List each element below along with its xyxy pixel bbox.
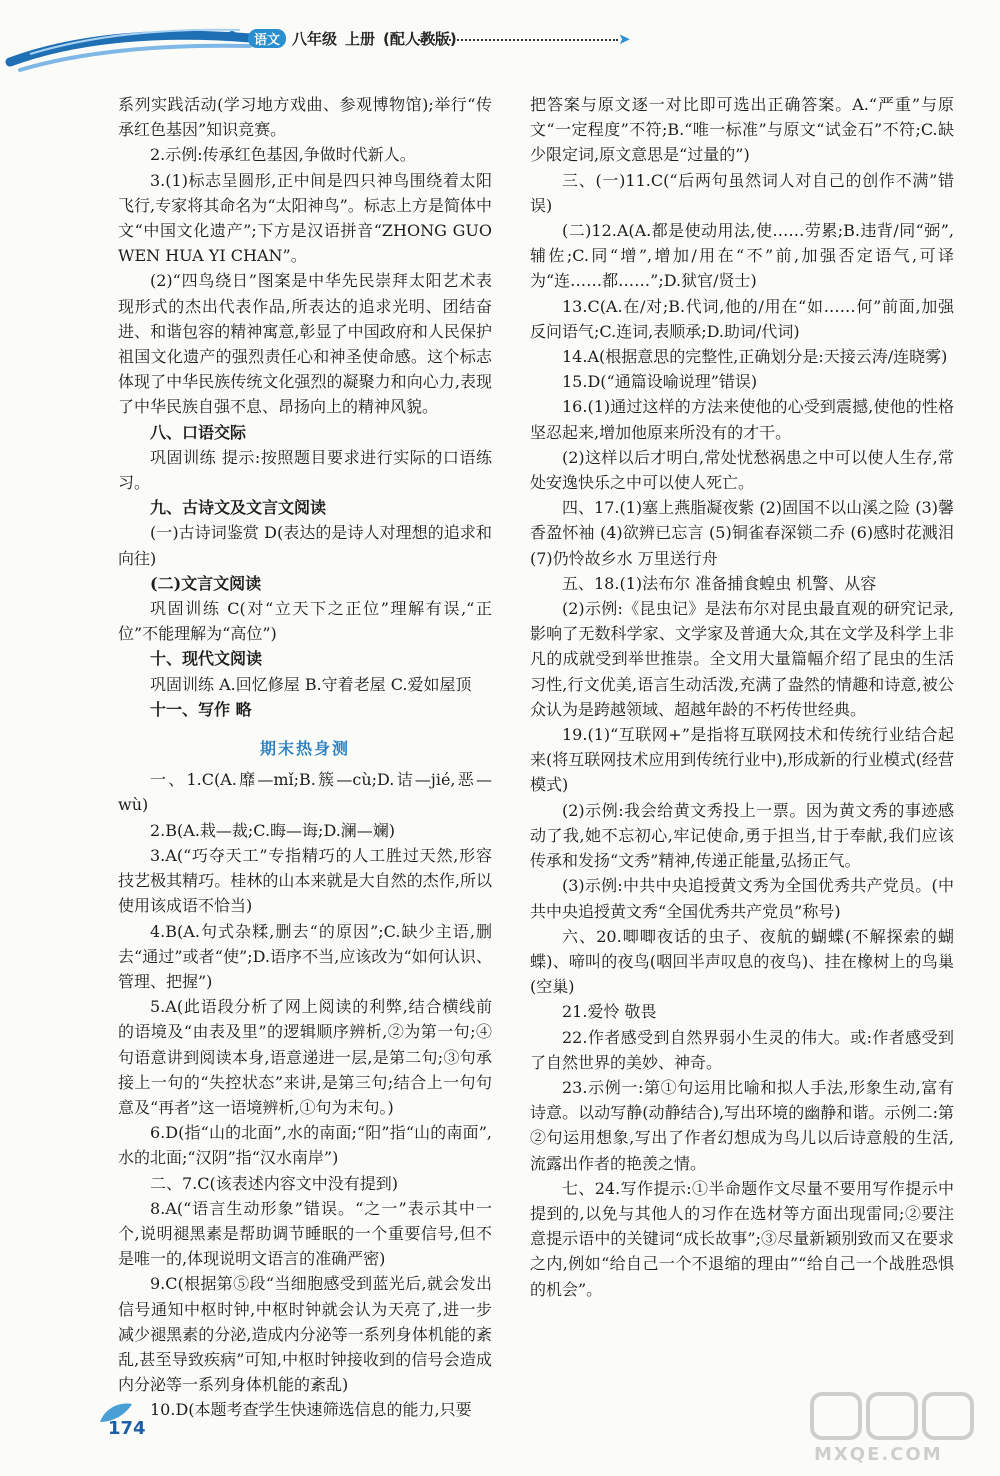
answer-paragraph: (2)示例:《昆虫记》是法布尔对昆虫最直观的研究记录,影响了无数科学家、文学家及普通大众,其在文学及科学上非凡的成就受到举世推崇。全文用大量篇幅介绍了昆虫的生活习性,行文优美,语言生动活泼,充满了盎然的情趣和诗意,被公众认为是跨越领域、超越年龄的不朽传世经典。 [530, 599, 954, 719]
answer-paragraph: 4.B(A.句式杂糅,删去“的原因”;C.缺少主语,删去“通过”或者“使”;D.语序不当,应该改为“如何认识、管理、把握”) [118, 921, 492, 991]
header-swoosh-decoration [0, 0, 260, 90]
answer-paragraph: 一、1.C(A.靡—mǐ;B.簇—cù;D.诘—jié,恶—wù) [118, 770, 492, 815]
answer-paragraph: 七、24.写作提示:①半命题作文尽量不要用写作提示中提到的,以免与其他人的习作在选材等方面出现雷同;②要注意提示语中的关键词“成长故事”;③尽量新颖别致而又在要求之内,例如“给自己一个不退缩的理由”“给自己一个战胜恐惧的机会”。 [530, 1178, 954, 1299]
answer-paragraph: (2)示例:我会给黄文秀投上一票。因为黄文秀的事迹感动了我,她不忘初心,牢记使命,勇于担当,甘于奉献,我们应该传承和发扬“文秀”精神,传递正能量,弘扬正气。 [530, 800, 954, 871]
page-number: 174 [108, 1418, 146, 1439]
answer-paragraph: 巩固训练 提示:按照题目要求进行实际的口语练习。 [118, 447, 492, 493]
header-arrow-icon: ➤ [618, 30, 631, 48]
left-column [118, 92, 492, 1423]
answer-paragraph: 系列实践活动(学习地方戏曲、参观博物馆);举行“传承红色基因”知识竞赛。 [118, 95, 492, 140]
answer-paragraph: 二、7.C(该表述内容文中没有提到) [150, 1173, 398, 1193]
watermark-text: MXQE.COM [814, 1444, 943, 1465]
answer-paragraph: 15.D(“通篇设喻说理”错误) [562, 372, 758, 392]
edition-label: (配人教版) [383, 30, 457, 48]
section-heading: 九、古诗文及文言文阅读 [150, 498, 327, 518]
volume-label: 上册 [345, 30, 376, 48]
answer-paragraph: 16.(1)通过这样的方法来使他的心受到震撼,使他的性格坚忍起来,增加他原来所没有的才干。 [530, 397, 954, 442]
section-heading: 十、现代文阅读 [150, 649, 263, 669]
page-header [0, 0, 1000, 90]
answer-paragraph: 21.爱怜 敬畏 [562, 1002, 657, 1022]
answer-paragraph: 3.A(“巧夺天工”专指精巧的人工胜过天然,形容技艺极其精巧。桂林的山本来就是大自然的杰作,所以使用该成语不恰当) [118, 845, 492, 916]
right-column [530, 92, 954, 1302]
answer-paragraph: 五、18.(1)法布尔 准备捕食蝗虫 机警、从容 [562, 573, 877, 593]
answer-paragraph: (3)示例:中共中央追授黄文秀为全国优秀共产党员。(中共中央追授黄文秀“全国优秀共产党员”称号) [530, 876, 954, 921]
answer-paragraph: 9.C(根据第⑤段“当细胞感受到蓝光后,就会发出信号通知中枢时钟,中枢时钟就会认为天亮了,进一步减少褪黑素的分泌,造成内分泌等一系列身体机能的紊乱,甚至导致疾病”可知,中枢时钟接收到的信号会造成内分泌等一系列身体机能的紊乱) [118, 1274, 492, 1395]
header-dotted-line [418, 39, 618, 41]
answer-paragraph: 2.B(A.栽—裁;C.晦—诲;D.澜—斓) [150, 820, 396, 840]
answer-paragraph: 巩固训练 A.回忆修屋 B.守着老屋 C.爱如屋顶 [150, 674, 472, 694]
answer-paragraph: (2)这样以后才明白,常处忧愁祸患之中可以使人生存,常处安逸快乐之中可以使人死亡。 [530, 447, 954, 493]
answer-paragraph: 把答案与原文逐一对比即可选出正确答案。A.“严重”与原文“一定程度”不符;B.“唯一标准”与原文“试金石”不符;C.缺少限定词,原文意思是“过量的”) [530, 95, 954, 165]
answer-paragraph: 3.(1)标志呈圆形,正中间是四只神鸟围绕着太阳飞行,专家将其命名为“太阳神鸟”。标志上方是简体中文“中国文化遗产”;下方是汉语拼音“ZHONG GUO WEN HUA YI CHAN”。 [118, 170, 492, 266]
answer-paragraph: 三、(一)11.C(“后两句虽然词人对自己的创作不满”错误) [530, 170, 954, 215]
answer-paragraph: (一)古诗词鉴赏 D(表达的是诗人对理想的追求和向往) [118, 523, 492, 568]
answer-paragraph: (二)12.A(A.都是使动用法,使……劳累;B.违背/同“弼”,辅佐;C.同“增”,增加/用在“不”前,加强否定语气,可译为“连……都……”;D.狱官/贤士) [530, 221, 954, 291]
answer-paragraph: 四、17.(1)塞上燕脂凝夜紫 (2)固国不以山溪之险 (3)馨香盈怀袖 (4)欲辨已忘言 (5)铜雀春深锁二乔 (6)感时花溅泪 (7)仍怜故乡水 万里送行舟 [530, 498, 954, 568]
answer-paragraph: 10.D(本题考查学生快速筛选信息的能力,只要 [150, 1400, 472, 1420]
answer-paragraph: 23.示例一:第①句运用比喻和拟人手法,形象生动,富有诗意。以动写静(动静结合),写出环境的幽静和谐。示例二:第②句运用想象,写出了作者幻想成为鸟儿以后诗意般的生活,流露出作者的艳羡之情。 [530, 1077, 954, 1173]
section-title: 期末热身测 [259, 739, 350, 759]
answer-paragraph: 8.A(“语言生动形象”错误。“之一”表示其中一个,说明褪黑素是帮助调节睡眠的一个重要信号,但不是唯一的,体现说明文语言的准确严密) [118, 1198, 492, 1269]
answer-paragraph: 2.示例:传承红色基因,争做时代新人。 [150, 145, 416, 165]
answer-paragraph: 14.A(根据意思的完整性,正确划分是:天接云涛/连晓雾) [562, 347, 948, 367]
answer-paragraph: 巩固训练 C(对“立天下之正位”理解有误,“正位”不能理解为“高位”) [118, 599, 492, 644]
section-heading: 十一、写作 略 [150, 699, 252, 719]
answer-paragraph: 5.A(此语段分析了网上阅读的利弊,结合横线前的语境及“由表及里”的逻辑顺序辨析,②为第一句;④句语意讲到阅读本身,语意递进一层,是第二句;③句承接上一句的“失控状态”来讲,是第三句;结合上一句句意及“再者”这一语境辨析,①句为末句。) [118, 997, 492, 1117]
answer-paragraph: 6.D(指“山的北面”,水的南面;“阳”指“山的南面”,水的北面;“汉阴”指“汉水南岸”) [118, 1123, 492, 1168]
answer-paragraph: 22.作者感受到自然界弱小生灵的伟大。或:作者感受到了自然世界的美妙、神奇。 [530, 1027, 954, 1072]
answer-paragraph: 19.(1)“互联网+”是指将互联网技术和传统行业结合起来(将互联网技术应用到传统行业中),形成新的行业模式(经营模式) [530, 725, 954, 795]
answer-paragraph: (2)“四鸟绕日”图案是中华先民崇拜太阳艺术表现形式的杰出代表作品,所表达的追求光明、团结奋进、和谐包容的精神寓意,彰显了中国政府和人民保护祖国文化遗产的强烈责任心和神圣使命感。这个标志体现了中华民族传统文化强烈的凝聚力和向心力,表现了中华民族自强不息、昂扬向上的精神风貌。 [118, 271, 492, 417]
section-heading: 八、口语交际 [150, 422, 247, 442]
grade-label: 八年级 [292, 30, 338, 48]
subject-badge: 语文 [248, 29, 286, 48]
answer-paragraph: 13.C(A.在/对;B.代词,他的/用在“如……何”前面,加强反问语气;C.连词,表顺承;D.助词/代词) [530, 296, 954, 341]
watermark-logo [808, 1388, 978, 1468]
section-heading: (二)文言文阅读 [150, 573, 262, 593]
answer-paragraph: 六、20.唧唧夜话的虫子、夜航的蝴蝶(不解探索的蝴蝶)、啼叫的夜鸟(咽回半声叹息的夜鸟)、挂在橡树上的鸟巢(空巢) [530, 926, 954, 997]
